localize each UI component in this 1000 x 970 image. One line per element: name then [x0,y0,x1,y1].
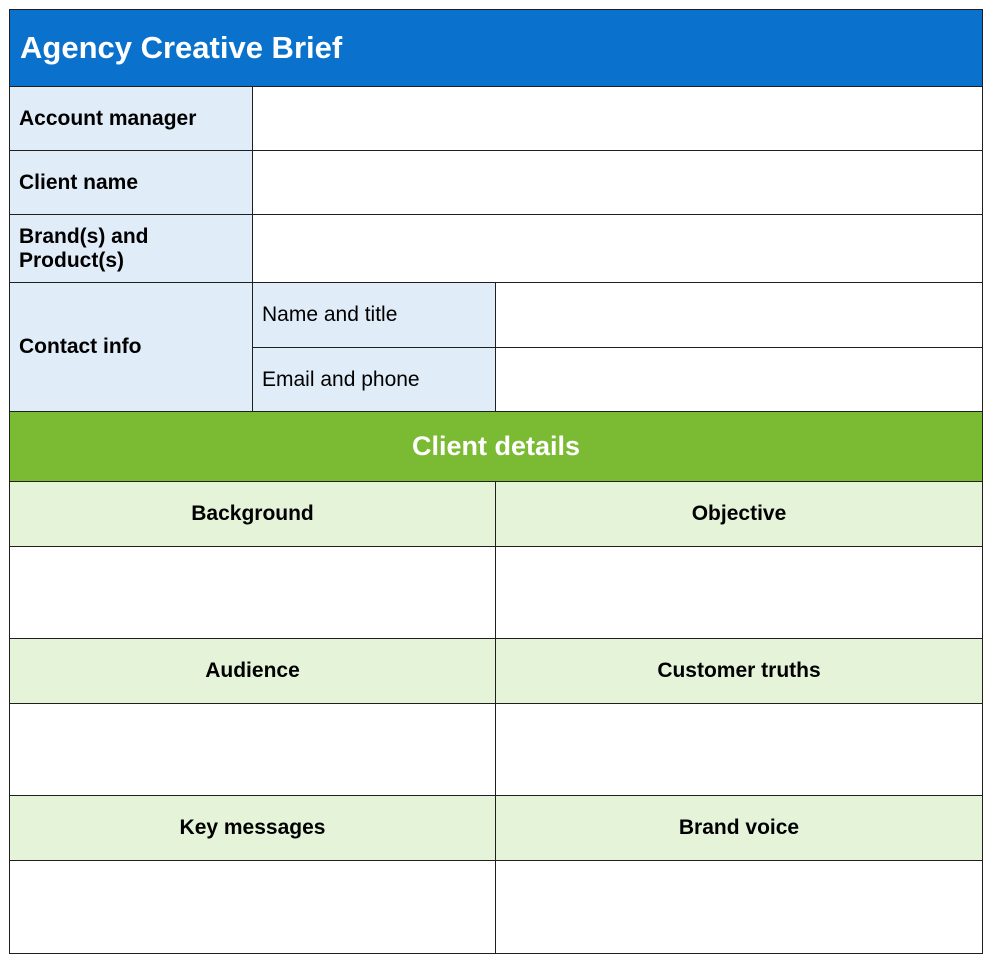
background-field[interactable] [10,547,496,639]
creative-brief-table [9,9,983,954]
page-title: Agency Creative Brief [10,10,983,87]
name-and-title-label: Name and title [253,283,496,348]
client-details-heading: Client details [10,412,983,482]
key-messages-field[interactable] [10,861,496,954]
brands-products-label [10,215,253,283]
email-and-phone-label: Email and phone [253,348,496,412]
brand-voice-heading: Brand voice [496,796,983,861]
background-heading: Background [10,482,496,547]
account-manager-label: Account manager [10,87,253,151]
brands-products-field[interactable] [253,215,983,283]
client-name-label: Client name [10,151,253,215]
audience-heading: Audience [10,639,496,704]
objective-heading: Objective [496,482,983,547]
objective-field[interactable] [496,547,983,639]
customer-truths-heading: Customer truths [496,639,983,704]
client-name-field[interactable] [253,151,983,215]
email-and-phone-field[interactable] [496,348,983,412]
key-messages-heading: Key messages [10,796,496,861]
brands-products-label-text: Brand(s) and Product(s) [19,224,149,272]
contact-info-label: Contact info [10,283,253,412]
brand-voice-field[interactable] [496,861,983,954]
customer-truths-field[interactable] [496,704,983,796]
account-manager-field[interactable] [253,87,983,151]
audience-field[interactable] [10,704,496,796]
name-and-title-field[interactable] [496,283,983,348]
